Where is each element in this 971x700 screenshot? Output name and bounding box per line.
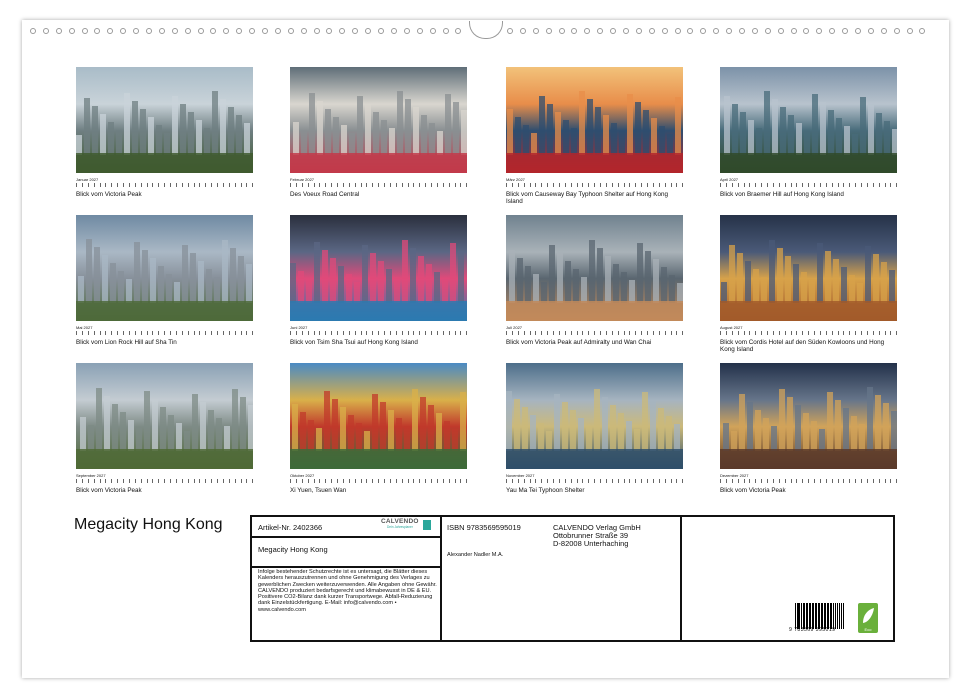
eco-leaf-icon [858, 603, 878, 633]
month-photo [506, 215, 683, 321]
month-label: Juli 2027 [506, 325, 523, 330]
product-title: Megacity Hong Kong [258, 545, 328, 554]
binding-ring [339, 28, 345, 34]
binding-ring [301, 28, 307, 34]
month-caption: Blick vom Victoria Peak [720, 487, 786, 494]
binding-ring [739, 28, 745, 34]
binding-ring [94, 28, 100, 34]
binding-ring [249, 28, 255, 34]
spiral-binding [30, 25, 945, 37]
binding-ring [30, 28, 36, 34]
brand-name: CALVENDO [381, 518, 419, 525]
day-ticks [76, 183, 253, 187]
divider [680, 517, 682, 640]
month-label: Januar 2027 [76, 177, 99, 182]
binding-ring [919, 28, 925, 34]
binding-ring [842, 28, 848, 34]
binding-ring [765, 28, 771, 34]
month-caption: Blick vom Victoria Peak auf Admiralty und Wan Chai [506, 339, 652, 346]
month-caption: Blick vom Victoria Peak [76, 191, 142, 198]
month-label: Mai 2027 [76, 325, 93, 330]
binding-ring [507, 28, 513, 34]
day-ticks [76, 331, 253, 335]
month-label: Oktober 2027 [290, 473, 315, 478]
month-cell [506, 67, 683, 205]
barcode [795, 603, 845, 629]
binding-ring [172, 28, 178, 34]
binding-ring [778, 28, 784, 34]
binding-ring [649, 28, 655, 34]
binding-ring [198, 28, 204, 34]
month-photo [76, 215, 253, 321]
month-label: August 2027 [720, 325, 743, 330]
binding-ring [520, 28, 526, 34]
month-label: Februar 2027 [290, 177, 315, 182]
divider [252, 536, 440, 538]
binding-ring [185, 28, 191, 34]
binding-ring [855, 28, 861, 34]
binding-ring [43, 28, 49, 34]
month-caption: Blick vom Lion Rock Hill auf Sha Tin [76, 339, 177, 346]
article-number: Artikel-Nr. 2402366 [258, 523, 323, 532]
day-ticks [720, 479, 897, 483]
day-ticks [290, 479, 467, 483]
binding-ring [314, 28, 320, 34]
month-caption: Yau Ma Tei Typhoon Shelter [506, 487, 585, 494]
binding-ring [133, 28, 139, 34]
day-ticks [290, 183, 467, 187]
binding-ring [159, 28, 165, 34]
binding-ring [404, 28, 410, 34]
month-cell [290, 363, 467, 494]
binding-ring [107, 28, 113, 34]
day-ticks [720, 331, 897, 335]
day-ticks [506, 183, 683, 187]
month-cell [720, 215, 897, 353]
month-cell [290, 67, 467, 198]
month-photo [506, 67, 683, 173]
binding-ring [288, 28, 294, 34]
binding-ring [829, 28, 835, 34]
divider [440, 517, 442, 640]
binding-ring [69, 28, 75, 34]
month-caption: Blick von Tsim Sha Tsui auf Hong Kong Island [290, 339, 418, 346]
month-cell [720, 67, 897, 198]
binding-ring [210, 28, 216, 34]
binding-ring [584, 28, 590, 34]
month-caption: Blick vom Cordis Hotel auf den Süden Kowloons und Hong Kong Island [720, 339, 885, 353]
binding-ring [894, 28, 900, 34]
month-cell [76, 363, 253, 494]
binding-ring [417, 28, 423, 34]
binding-ring [907, 28, 913, 34]
calvendo-mark-icon [423, 520, 431, 530]
binding-ring [675, 28, 681, 34]
binding-ring [713, 28, 719, 34]
divider [252, 566, 440, 568]
binding-ring [623, 28, 629, 34]
barcode-number: 9 783569 595019 [789, 627, 836, 633]
binding-ring [378, 28, 384, 34]
month-cell [720, 363, 897, 494]
binding-ring [816, 28, 822, 34]
binding-ring [687, 28, 693, 34]
binding-ring [546, 28, 552, 34]
binding-ring [326, 28, 332, 34]
binding-ring [455, 28, 461, 34]
binding-ring [56, 28, 62, 34]
binding-ring [352, 28, 358, 34]
binding-ring [571, 28, 577, 34]
month-cell [290, 215, 467, 346]
binding-ring [881, 28, 887, 34]
month-photo [76, 363, 253, 469]
binding-ring [262, 28, 268, 34]
binding-ring [559, 28, 565, 34]
month-photo [290, 67, 467, 173]
month-photo [76, 67, 253, 173]
binding-ring [791, 28, 797, 34]
binding-ring [120, 28, 126, 34]
day-ticks [506, 331, 683, 335]
month-caption: Blick vom Causeway Bay Typhoon Shelter auf Hong Kong Island [506, 191, 668, 205]
month-label: März 2027 [506, 177, 525, 182]
binding-ring [700, 28, 706, 34]
month-photo [720, 67, 897, 173]
month-caption: Blick von Braemer Hill auf Hong Kong Island [720, 191, 844, 198]
binding-ring [365, 28, 371, 34]
binding-ring [610, 28, 616, 34]
binding-ring [597, 28, 603, 34]
binding-ring [868, 28, 874, 34]
calendar-title: Megacity Hong Kong [74, 516, 223, 533]
author: Alexander Nadler M.A. [447, 552, 504, 558]
month-label: September 2027 [76, 473, 106, 478]
month-cell [506, 215, 683, 346]
binding-ring [146, 28, 152, 34]
day-ticks [720, 183, 897, 187]
publisher-city: D-82008 Unterhaching [553, 539, 629, 548]
binding-ring [223, 28, 229, 34]
month-cell [76, 67, 253, 198]
publisher-name: CALVENDO Verlag GmbH [553, 523, 641, 532]
binding-ring [726, 28, 732, 34]
calvendo-logo [381, 518, 433, 534]
month-photo [720, 215, 897, 321]
binding-ring [236, 28, 242, 34]
month-caption: Des Voeux Road Central [290, 191, 360, 198]
month-photo [506, 363, 683, 469]
brand-tagline: Dein Jahresplaner [387, 525, 413, 529]
legal-notice: Infolge bestehender Schutzrechte ist es untersagt, die Blätter dieses Kalenders herauszutrennen und ohne Genehmigung des Verlages zu gewerblichen Zwecken weiterzuverwenden. Alle Angaben ohne Gewähr. CALVENDO produziert bedarfsgerecht und klimabewusst in DE & EU. Positivere CO2-Bilanz dank kurzer Transportwege. Abfall-Reduzierung dank Einzelstückfertigung. E-Mail: info@calvendo.com • www.calvendo.com [258, 569, 437, 613]
month-caption: Blick vom Victoria Peak [76, 487, 142, 494]
binding-ring [636, 28, 642, 34]
binding-ring [275, 28, 281, 34]
binding-ring [443, 28, 449, 34]
binding-ring [803, 28, 809, 34]
binding-ring [391, 28, 397, 34]
day-ticks [506, 479, 683, 483]
month-caption: Xi Yuen, Tsuen Wan [290, 487, 347, 494]
month-cell [506, 363, 683, 494]
day-ticks [290, 331, 467, 335]
day-ticks [76, 479, 253, 483]
isbn: ISBN 9783569595019 [447, 523, 521, 532]
month-cell [76, 215, 253, 346]
binding-ring [430, 28, 436, 34]
binding-ring [533, 28, 539, 34]
month-photo [290, 363, 467, 469]
month-label: April 2027 [720, 177, 739, 182]
binding-ring [662, 28, 668, 34]
month-label: Juni 2027 [290, 325, 308, 330]
eco-label: Eco [864, 627, 872, 632]
month-label: Dezember 2027 [720, 473, 749, 478]
publisher-street: Ottobrunner Straße 39 [553, 531, 629, 540]
binding-ring [752, 28, 758, 34]
month-photo [290, 215, 467, 321]
binding-ring [82, 28, 88, 34]
leaf-icon [858, 603, 878, 633]
month-label: November 2027 [506, 473, 535, 478]
month-photo [720, 363, 897, 469]
